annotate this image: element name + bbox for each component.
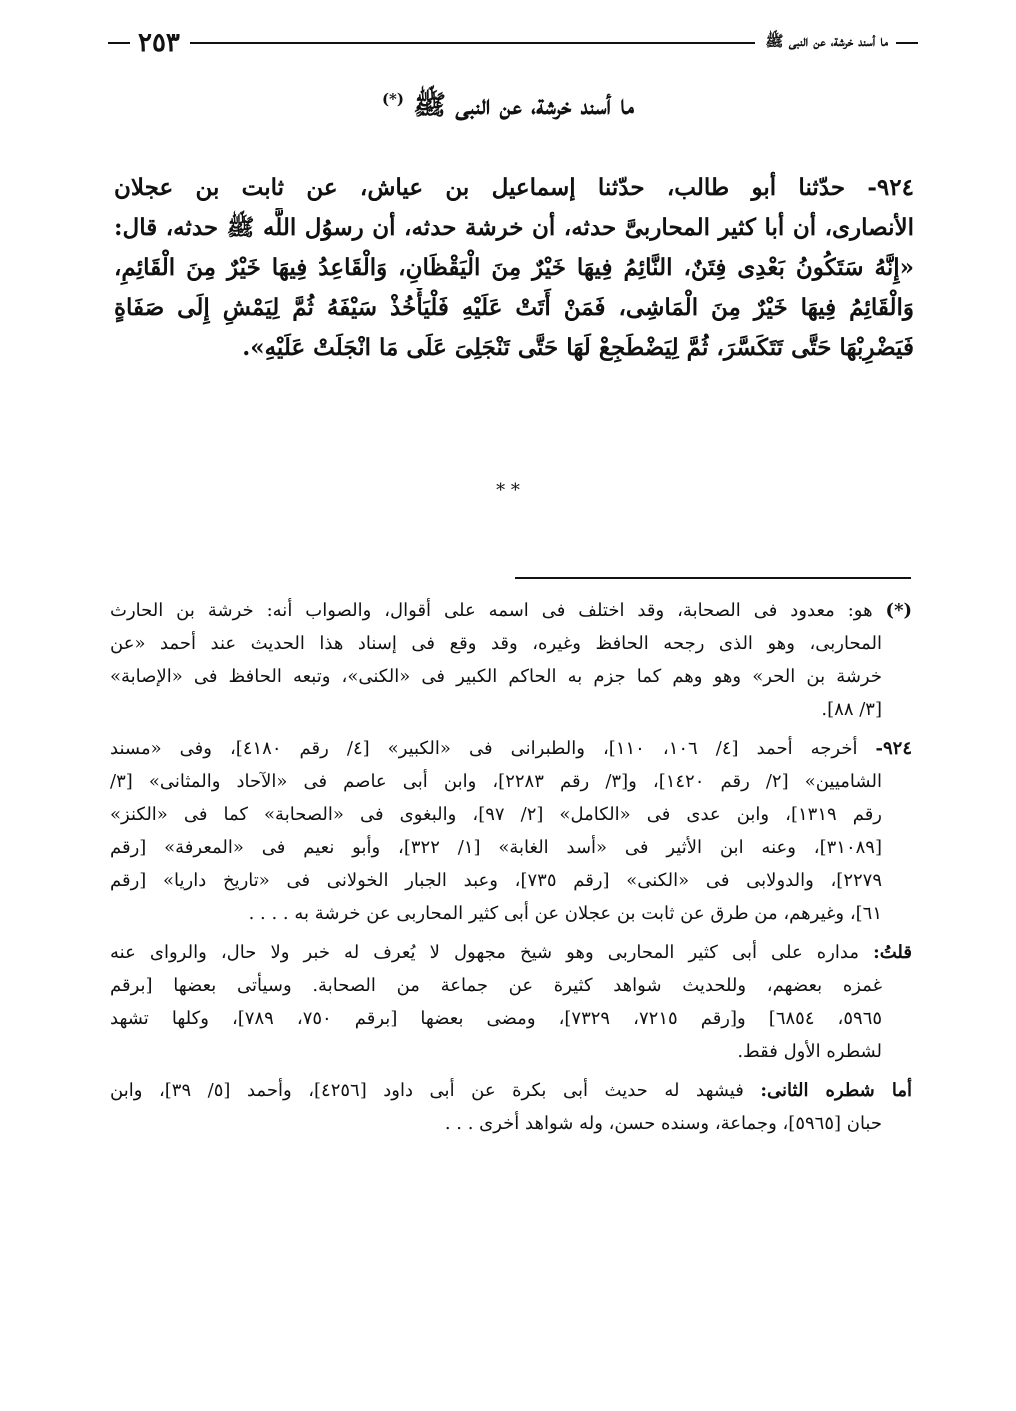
footnote-line: [110, 732, 912, 765]
footnote-line-text: لشطره الأول فقط.: [737, 1041, 882, 1062]
footnote-line: [110, 693, 912, 726]
footnote-line: [110, 1002, 912, 1035]
running-title: ما أسند خرشة، عن النبى ﷺ: [765, 32, 888, 50]
footnote-label: (*): [885, 600, 912, 621]
section-title-text: ما أسند خرشة، عن النبى ﷺ: [413, 90, 635, 121]
footnote-line-text: الشاميين» [٢/ رقم ١٤٢٠]، و[٣/ رقم ٢٢٨٣]، وابن أبى عاصم فى «الآحاد والمثانى» [٣/: [110, 771, 882, 792]
footnote-line-text: فيشهد له حديث أبى بكرة عن أبى داود [٤٢٥٦]، وأحمد [٥/ ٣٩]، وابن: [110, 1080, 744, 1101]
footnote-line: [110, 936, 912, 969]
hadith-line: «إِنَّهُ سَتَكُونُ بَعْدِى فِتَنٌ، النَّائِمُ فِيهَا خَيْرٌ مِنَ الْيَقْظَانِ، وَالْقَاعِدُ فِيهَا خَيْرٌ مِنَ الْقَائِمِ،: [114, 254, 914, 281]
footnote-marker: (*): [381, 90, 404, 108]
hadith-line: وَالْقَائِمُ فِيهَا خَيْرٌ مِنَ الْمَاشِى، فَمَنْ أَتَتْ عَلَيْهِ فَلْيَأْخُذْ سَيْفَهُ ثُمَّ لِيَمْشِ إِلَى صَفَاةٍ: [114, 294, 914, 321]
footnote-label: قلتُ:: [873, 942, 912, 963]
footnote-line: [110, 1107, 912, 1140]
footnote-line-text: أخرجه أحمد [٤/ ١٠٦، ١١٠]، والطبرانى فى «الكبير» [٤/ رقم ٤١٨٠]، وفى «مسند: [110, 738, 858, 759]
footnote-line: [110, 897, 912, 930]
footnote-line-text: [٣/ ٨٨].: [821, 699, 882, 720]
footnote: [110, 1074, 912, 1140]
footnote-line-text: المحاربى، وهو الذى رجحه الحافظ وغيره، وقد وقع فى إسناد هذا الحديث عند أحمد «عن: [110, 633, 882, 654]
footnote-line-text: [٣١٠٨٩]، وعنه ابن الأثير فى «أسد الغابة» [١/ ٣٢٢]، وأبو نعيم فى «المعرفة» [رقم: [110, 837, 882, 858]
hadith-line-text: حدّثنا أبو طالب، حدّثنا إسماعيل بن عياش، عن ثابت بن عجلان: [114, 174, 846, 201]
hadith-text: [114, 168, 914, 368]
footnote-line-text: غمزه بعضهم، وللحديث شواهد كثيرة عن جماعة من الصحابة. وسيأتى بعضها [برقم: [110, 975, 882, 996]
header-rule: [190, 42, 756, 44]
footnote-line: [110, 969, 912, 1002]
footnote-line: [110, 765, 912, 798]
footnote: [110, 732, 912, 930]
hadith-line: الأنصارى، أن أبا كثير المحاربىَّ حدثه، أن خرشة حدثه، أن رسوُل اللَّه ﷺ حدثه، قال:: [114, 214, 914, 241]
footnote-line-text: مداره على أبى كثير المحاربى وهو شيخ مجهول لا يُعرف له خبر ولا حال، والرواى عنه: [110, 942, 860, 963]
footnote-label: أما شطره الثانى:: [760, 1080, 912, 1101]
footnote-line-text: رقم ١٣١٩]، وابن عدى فى «الكامل» [٢/ ٩٧]، والبغوى فى «الصحابة» كما فى «الكنز»: [110, 804, 883, 825]
footnote-line-text: حبان [٥٩٦٥]، وجماعة، وسنده حسن، وله شواهد أخرى . . .: [444, 1113, 882, 1134]
footnote-line: [110, 660, 912, 693]
footnote-line-text: ٥٩٦٥، ٦٨٥٤] و[رقم ٧٢١٥، ٧٣٢٩]، ومضى بعضها [برقم ٧٥٠، ٧٨٩]، وكلها تشهد: [110, 1008, 883, 1029]
hadith-line: فَيَضْرِبْهَا حَتَّى تَتَكَسَّرَ، ثُمَّ لِيَضْطَجِعْ لَهَا حَتَّى تَنْجَلِىَ عَلَى مَا انْجَلَتْ عَلَيْهِ».: [242, 334, 914, 361]
footnote-line-text: خرشة بن الحر» وهو وهم كما جزم به الحاكم الكبير فى «الكنى»، وتبعه الحافظ فى «الإصابة»: [110, 666, 882, 687]
footnote-line: [110, 1035, 912, 1068]
footnote-rule: [515, 577, 911, 579]
footnote-label: ٩٢٤-: [875, 738, 912, 759]
section-separator: * *: [496, 480, 520, 501]
footnote-line-text: ٢٢٧٩]، والدولابى فى «الكنى» [رقم ٧٣٥]، وعبد الجبار الخولانى فى «تاريخ داريا» [رقم: [110, 870, 882, 891]
running-header: [108, 26, 918, 60]
footnote-line-text: هو: معدود فى الصحابة، وقد اختلف فى اسمه على أقوال، والصواب أنه: خرشة بن الحارث: [110, 600, 873, 621]
footnote-line: [110, 798, 912, 831]
footnote: [110, 936, 912, 1068]
footnote-line: [110, 627, 912, 660]
header-dash: [896, 42, 918, 44]
footnote-line-text: ٦١]، وغيرهم، من طرق عن ثابت بن عجلان عن أبى كثير المحاربى عن خرشة به . . . .: [248, 903, 882, 924]
page-number: ٢٥٣: [138, 28, 180, 58]
footnote-line: [110, 864, 912, 897]
hadith-line: [114, 168, 914, 208]
header-dash: [108, 42, 130, 44]
footnote-line: [110, 594, 912, 627]
hadith-number: ٩٢٤-: [867, 174, 914, 201]
section-title: [0, 88, 1016, 128]
footnote-line: [110, 1074, 912, 1107]
footnotes: [110, 594, 912, 1146]
footnote: [110, 594, 912, 726]
footnote-line: [110, 831, 912, 864]
